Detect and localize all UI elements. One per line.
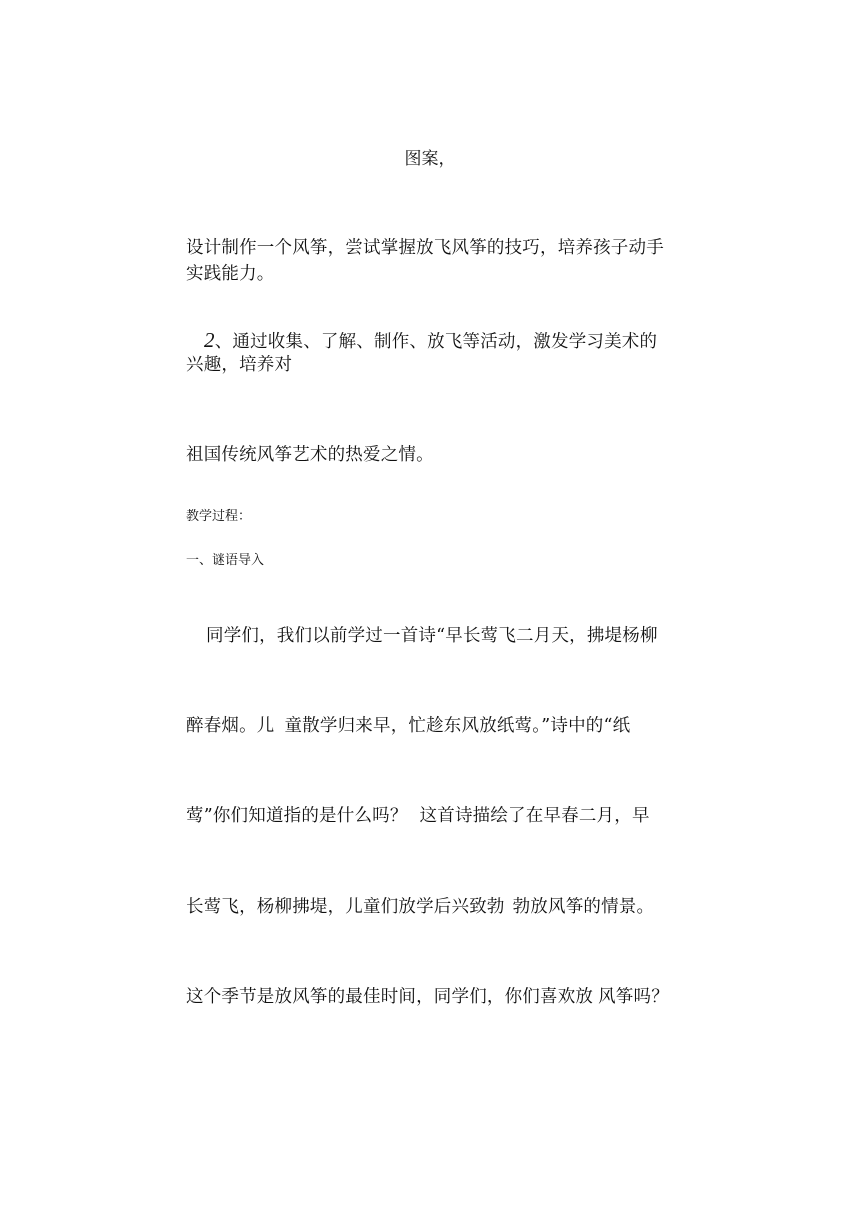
- paragraph-line-4-part-b: 勃放风筝的情景。: [512, 897, 655, 917]
- paragraph-line-3: [186, 808, 680, 826]
- paragraph-line-2: [186, 718, 680, 736]
- paragraph-line-5-part-b: 风筝吗？: [598, 987, 669, 1007]
- paragraph-line-5-part-a: 这个季节是放风筝的最佳时间，同学们，你们喜欢放: [186, 987, 594, 1007]
- objective-2-line-3: 祖国传统风筝艺术的热爱之情。: [186, 445, 434, 465]
- paragraph-line-4-part-a: 长莺飞，杨柳拂堤，儿童们放学后兴致勃: [186, 897, 505, 917]
- objective-2-line-1: [204, 330, 680, 352]
- objective-1-line-2: 实践能力。: [186, 264, 275, 284]
- paragraph-line-3-part-b: 这首诗描绘了在早春二月，早: [419, 806, 650, 826]
- objective-2-line-2: 兴趣，培养对: [186, 355, 293, 375]
- paragraph-line-1: 同学们，我们以前学过一首诗“早长莺飞二月天，拂堤杨柳: [206, 626, 658, 646]
- page-heading: 图案，: [404, 149, 456, 169]
- paragraph-line-5: [186, 989, 680, 1007]
- section-1-title: 一、谜语导入: [186, 553, 265, 568]
- objective-1-line-1: 设计制作一个风筝，尝试掌握放飞风筝的技巧，培养孩子动手: [186, 238, 664, 258]
- paragraph-line-2-part-b: 童散学归来早，忙趁东风放纸莺。”诗中的“纸: [284, 716, 631, 736]
- teaching-process-label: 教学过程：: [186, 509, 252, 524]
- paragraph-line-4: [186, 899, 680, 917]
- objective-2-number: 2: [204, 328, 215, 352]
- paragraph-line-2-part-a: 醉春烟。儿: [186, 716, 275, 736]
- paragraph-line-3-part-a: 莺”你们知道指的是什么吗？: [186, 806, 408, 826]
- objective-2-text: 、通过收集、了解、制作、放飞等活动，激发学习美术的: [214, 332, 658, 352]
